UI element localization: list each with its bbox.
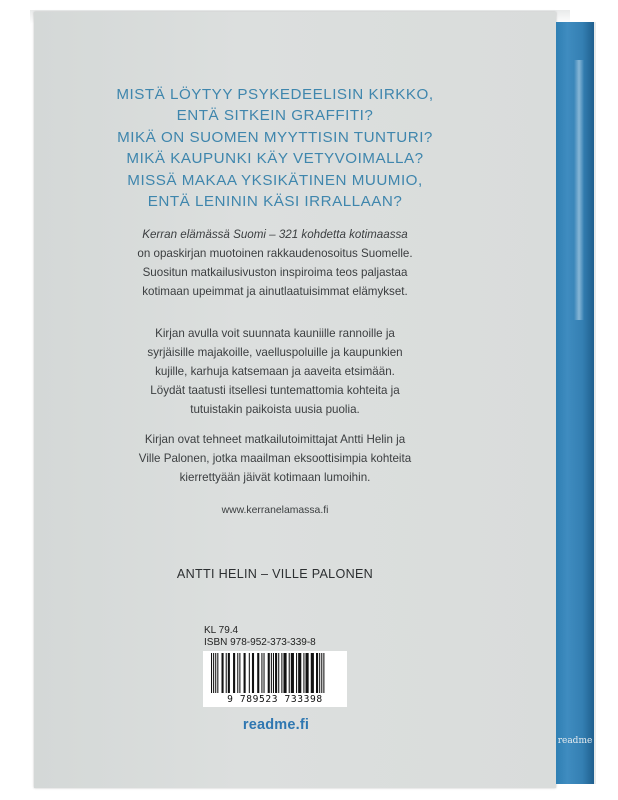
barcode-bar [323,653,324,693]
description-paragraph-2 [40,325,510,420]
question-line: MISSÄ MAKAA YKSIKÄTINEN MUUMIO, [127,171,423,189]
isbn-number: ISBN 978-952-373-339-8 [204,637,316,648]
question-line: ENTÄ SITKEIN GRAFFITI? [176,107,374,125]
text-line: Ville Palonen, jotka maailman eksoottisimpia kohteita [138,451,412,465]
spine-publisher-text: readme [557,736,593,746]
text-line: Löydät taatusti itsellesi tuntemattomia kohteita ja [150,383,400,397]
barcode-bar [275,653,277,693]
barcode-bar [226,653,227,693]
text-line: Suositun matkailusivuston inspiroima teos paljastaa [142,265,408,279]
barcode-bar [257,653,259,693]
barcode-bar [316,653,318,693]
barcode-digits: 9 789523 733398 [203,694,347,705]
library-classification: KL 79.4 [204,625,239,636]
barcode-bar [213,653,214,693]
question-line: MIKÄ KAUPUNKI KÄY VETYVOIMALLA? [126,150,424,168]
barcode-bar [239,653,240,693]
barcode-bar [222,653,224,693]
barcode-bar [273,653,274,693]
publisher-logo: readme.fi [242,717,310,733]
barcode-bar [311,653,314,693]
barcode-bar [278,653,279,693]
question-line: MISTÄ LÖYTYY PSYKEDEELISIN KIRKKO, [116,86,434,103]
text-line: kierrettyään jäivät kotimaan lumoihin. [179,470,371,484]
barcode-bar [296,653,297,693]
barcode-bar [215,653,216,693]
text-line: tutuistakin paikoista uusia puolia. [190,402,360,416]
barcode-bar [217,653,218,693]
barcode-bar [291,653,294,693]
text-line: syrjäisille majakoille, vaelluspoluille ja kaupunkien [147,345,403,359]
barcode-bar [281,653,282,693]
author-names: ANTTI HELIN – VILLE PALONEN [176,567,374,581]
barcode-bar [271,653,272,693]
question-line: MIKÄ ON SUOMEN MYYTTISIN TUNTURI? [117,128,433,146]
text-line: Kirjan ovat tehneet matkailutoimittajat Antti Helin ja [144,433,406,446]
teaser-questions [40,84,510,212]
spine-reflection [574,60,584,320]
barcode-bar [228,653,230,693]
barcode-bar [252,653,254,693]
description-paragraph-3 [40,431,510,488]
barcode-bar [321,653,322,693]
barcode-bar [319,653,320,693]
barcode-bars [203,651,347,695]
text-line: on opaskirjan muotoinen rakkaudenosoitus Suomelle. [137,246,413,260]
question-line: ENTÄ LENININ KÄSI IRRALLAAN? [147,193,403,211]
barcode-bar [261,653,262,693]
barcode-bar [211,653,212,693]
barcode-bar [306,653,309,693]
barcode-bar [283,653,286,693]
book-title: Kerran elämässä Suomi – 321 kohdetta kotimaassa [142,228,408,241]
barcode-bar [249,653,250,693]
text-line: kujille, karhuja katsemaan ja aaveita etsimään. [155,364,395,378]
text-line: Kirjan avulla voit suunnata kauniille rannoille ja [155,327,395,340]
barcode-bar [268,653,270,693]
barcode-bar [298,653,301,693]
barcode-bar [237,653,238,693]
description-paragraph-1 [40,226,510,302]
barcode-bar [233,653,235,693]
website-url: www.kerranelamassa.fi [221,505,329,516]
barcode-bar [289,653,290,693]
barcode-bar [303,653,304,693]
barcode-bar [244,653,246,693]
barcode-bar [264,653,265,693]
text-line: kotimaan upeimmat ja ainutlaatuisimmat elämykset. [142,284,408,298]
